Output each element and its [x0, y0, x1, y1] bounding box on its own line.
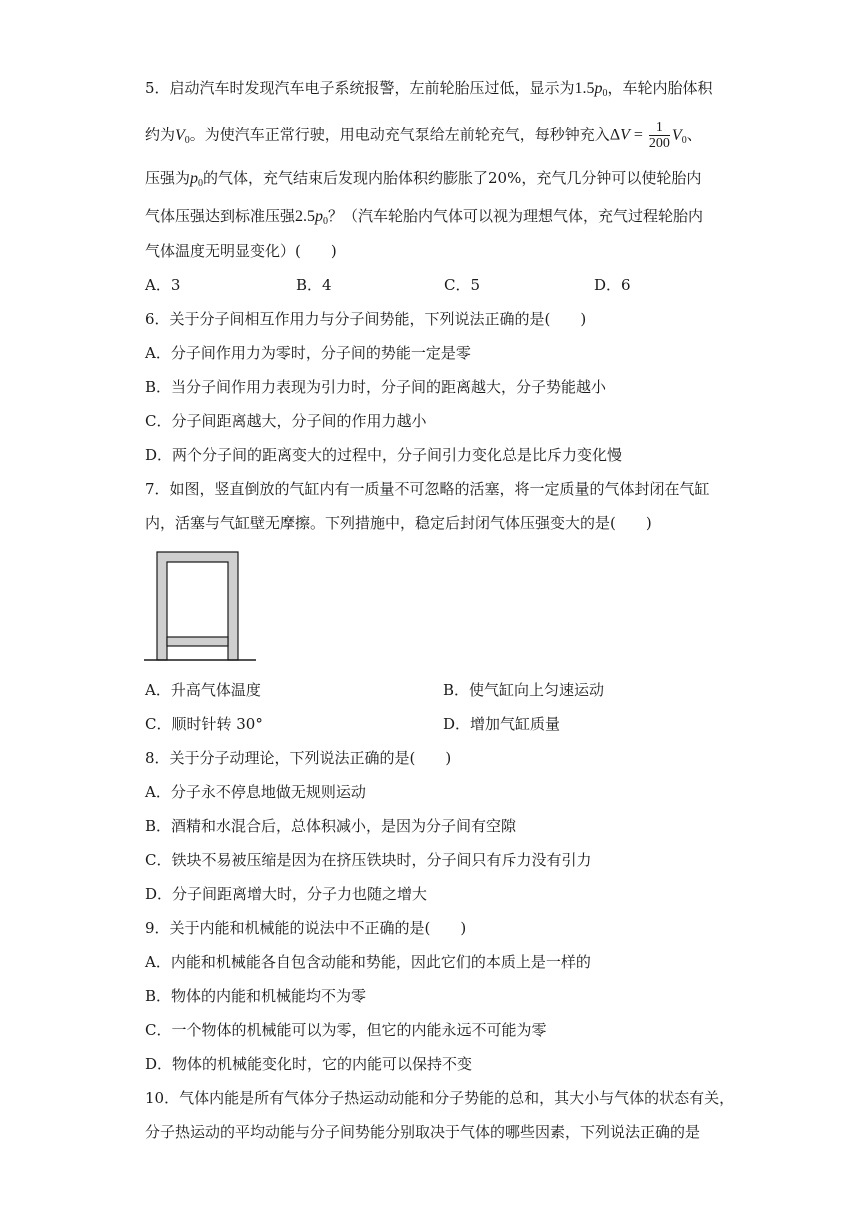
q5-option-a: A．3 — [145, 276, 181, 294]
q5-pressure-1: $1.5p_0$ — [574, 80, 608, 99]
q5-text: 约为 — [145, 125, 176, 144]
q5-option-c: C．5 — [444, 276, 481, 294]
q9-stem: 9．关于内能和机械能的说法中不正确的是( ) — [145, 919, 467, 937]
piston — [167, 637, 228, 646]
q5-text: 5．启动汽车时发现汽车电子系统报警，左前轮胎压过低，显示为 — [145, 79, 575, 97]
q6-option-d: D．两个分子间的距离变大的过程中，分子间引力变化总是比斥力变化慢 — [145, 446, 623, 464]
q5-line-5: 气体温度无明显变化）( ) — [145, 242, 337, 260]
q7-option-d: D．增加气缸质量 — [443, 715, 561, 733]
q10-stem-1: 10．气体内能是所有气体分子热运动动能和分子势能的总和，其大小与气体的状态有关， — [145, 1089, 735, 1107]
q5-fraction: $\frac{1}{200}$ — [648, 120, 670, 151]
q6-option-c: C．分子间距离越大，分子间的作用力越小 — [145, 412, 427, 430]
q5-line-1 — [145, 78, 713, 104]
q8-option-b: B．酒精和水混合后，总体积减小，是因为分子间有空隙 — [145, 817, 517, 835]
q5-line-2: 约为$V_0$。为使汽车正常行驶，用电动充气泵给左前轮充气，每秒钟充入ΔV = $\frac{1}{200}$ $V_0$、 — [145, 120, 702, 151]
q8-option-a: A．分子永不停息地做无规则运动 — [145, 783, 366, 801]
q5-volume: $V_0$ — [175, 126, 190, 146]
q6-option-b: B．当分子间作用力表现为引力时，分子间的距离越大，分子势能越小 — [145, 378, 607, 396]
q5-pressure-2: $2.5p_0$ — [295, 208, 329, 227]
q6-stem: 6．关于分子间相互作用力与分子间势能，下列说法正确的是( ) — [145, 310, 587, 328]
q7-option-b: B．使气缸向上匀速运动 — [443, 681, 605, 699]
q9-option-c: C．一个物体的机械能可以为零，但它的内能永远不可能为零 — [145, 1021, 547, 1039]
q5-option-d: D．6 — [594, 276, 631, 294]
q5-line-4: 气体压强达到标准压强$2.5p_0$？（汽车轮胎内气体可以视为理想气体，充气过程轮胎内 — [145, 207, 704, 227]
q5-delta-v: ΔV = — [609, 126, 647, 144]
q7-option-a: A．升高气体温度 — [145, 681, 261, 699]
q8-option-c: C．铁块不易被压缩是因为在挤压铁块时，分子间只有斥力没有引力 — [145, 851, 592, 869]
q7-stem-1: 7．如图，竖直倒放的气缸内有一质量不可忽略的活塞，将一定质量的气体封闭在气缸 — [145, 480, 710, 498]
q7-stem-2: 内，活塞与气缸壁无摩擦。下列措施中，稳定后封闭气体压强变大的是( ) — [145, 514, 652, 532]
q9-option-a: A．内能和机械能各自包含动能和势能，因此它们的本质上是一样的 — [145, 953, 591, 971]
q9-option-d: D．物体的机械能变化时，它的内能可以保持不变 — [145, 1055, 473, 1073]
q9-option-b: B．物体的内能和机械能均不为零 — [145, 987, 367, 1005]
q5-line-3: 压强为$p_0$的气体，充气结束后发现内胎体积约膨胀了20%，充气几分钟可以使轮胎内 — [145, 169, 702, 189]
q5-option-b: B．4 — [296, 276, 332, 294]
q6-option-a: A．分子间作用力为零时，分子间的势能一定是零 — [145, 344, 471, 362]
q10-stem-2: 分子热运动的平均动能与分子间势能分别取决于气体的哪些因素，下列说法正确的是 — [145, 1123, 701, 1141]
q8-option-d: D．分子间距离增大时，分子力也随之增大 — [145, 885, 428, 903]
q5-text: 。为使汽车正常行驶，用电动充气泵给左前轮充气，每秒钟充入 — [189, 125, 610, 144]
cylinder-diagram — [140, 548, 260, 664]
q5-text: ，车轮内胎体积 — [607, 79, 713, 97]
q7-option-c: C．顺时针转 30° — [145, 715, 263, 733]
q8-stem: 8．关于分子动理论，下列说法正确的是( ) — [145, 749, 452, 767]
